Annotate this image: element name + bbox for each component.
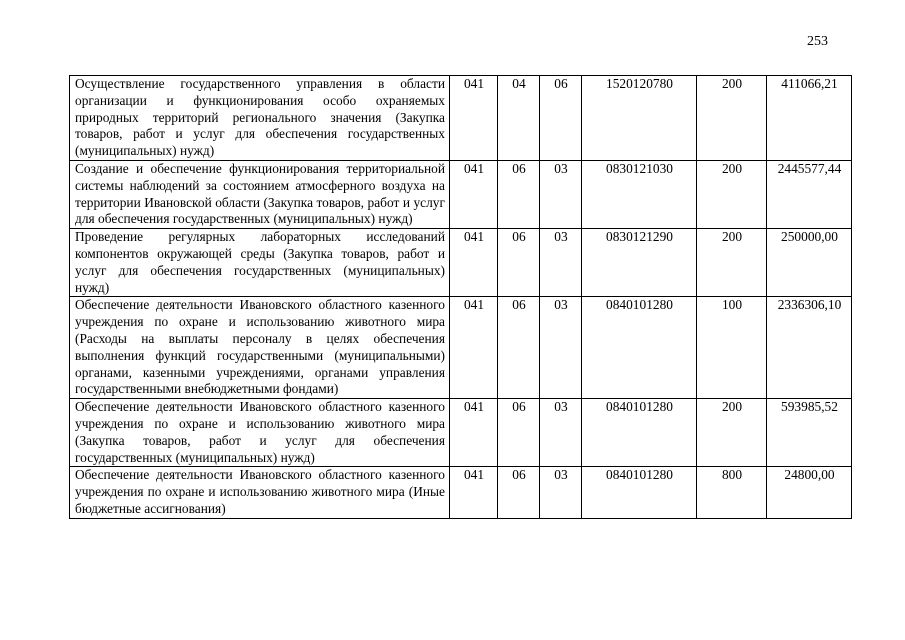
table-row: [70, 399, 852, 467]
section-code: 06: [498, 467, 540, 518]
ministry-code: 041: [450, 229, 498, 297]
table-row: [70, 467, 852, 518]
ministry-code: 041: [450, 76, 498, 161]
target-article-code: 1520120780: [582, 76, 697, 161]
section-code: 06: [498, 160, 540, 228]
subsection-code: 03: [540, 160, 582, 228]
subsection-code: 03: [540, 229, 582, 297]
ministry-code: 041: [450, 467, 498, 518]
target-article-code: 0830121030: [582, 160, 697, 228]
page-number: 253: [807, 34, 828, 49]
amount: 593985,52: [767, 399, 852, 467]
target-article-code: 0830121290: [582, 229, 697, 297]
ministry-code: 041: [450, 399, 498, 467]
expense-type-code: 200: [697, 76, 767, 161]
section-code: 06: [498, 229, 540, 297]
amount: 2336306,10: [767, 297, 852, 399]
table-row: [70, 297, 852, 399]
target-article-code: 0840101280: [582, 467, 697, 518]
amount: 2445577,44: [767, 160, 852, 228]
subsection-code: 03: [540, 467, 582, 518]
subsection-code: 03: [540, 399, 582, 467]
section-code: 06: [498, 297, 540, 399]
expense-type-code: 800: [697, 467, 767, 518]
row-description: Осуществление государственного управления в области организации и функционирования особо охраняемых природных территорий регионального значения (Закупка товаров, работ и услуг для обеспечения государственных (муниципальных) нужд): [70, 76, 450, 161]
row-description: Проведение регулярных лабораторных исследований компонентов окружающей среды (Закупка товаров, работ и услуг для обеспечения государственных (муниципальных) нужд): [70, 229, 450, 297]
budget-table: [69, 75, 852, 519]
row-description: Обеспечение деятельности Ивановского областного казенного учреждения по охране и использованию животного мира (Расходы на выплаты персоналу в целях обеспечения выполнения функций государственными (муниципальными) органами, казенными учреждениями, органами управления государственными внебюджетными фондами): [70, 297, 450, 399]
subsection-code: 03: [540, 297, 582, 399]
section-code: 04: [498, 76, 540, 161]
target-article-code: 0840101280: [582, 399, 697, 467]
ministry-code: 041: [450, 297, 498, 399]
expense-type-code: 100: [697, 297, 767, 399]
target-article-code: 0840101280: [582, 297, 697, 399]
table-row: [70, 160, 852, 228]
table-row: [70, 76, 852, 161]
row-description: Обеспечение деятельности Ивановского областного казенного учреждения по охране и использованию животного мира (Иные бюджетные ассигнования): [70, 467, 450, 518]
amount: 411066,21: [767, 76, 852, 161]
expense-type-code: 200: [697, 229, 767, 297]
section-code: 06: [498, 399, 540, 467]
expense-type-code: 200: [697, 399, 767, 467]
amount: 24800,00: [767, 467, 852, 518]
ministry-code: 041: [450, 160, 498, 228]
row-description: Обеспечение деятельности Ивановского областного казенного учреждения по охране и использованию животного мира (Закупка товаров, работ и услуг для обеспечения государственных (муниципальных) нужд): [70, 399, 450, 467]
row-description: Создание и обеспечение функционирования территориальной системы наблюдений за состоянием атмосферного воздуха на территории Ивановской области (Закупка товаров, работ и услуг для обеспечения государственных (муниципальных) нужд): [70, 160, 450, 228]
expense-type-code: 200: [697, 160, 767, 228]
table-row: [70, 229, 852, 297]
subsection-code: 06: [540, 76, 582, 161]
amount: 250000,00: [767, 229, 852, 297]
